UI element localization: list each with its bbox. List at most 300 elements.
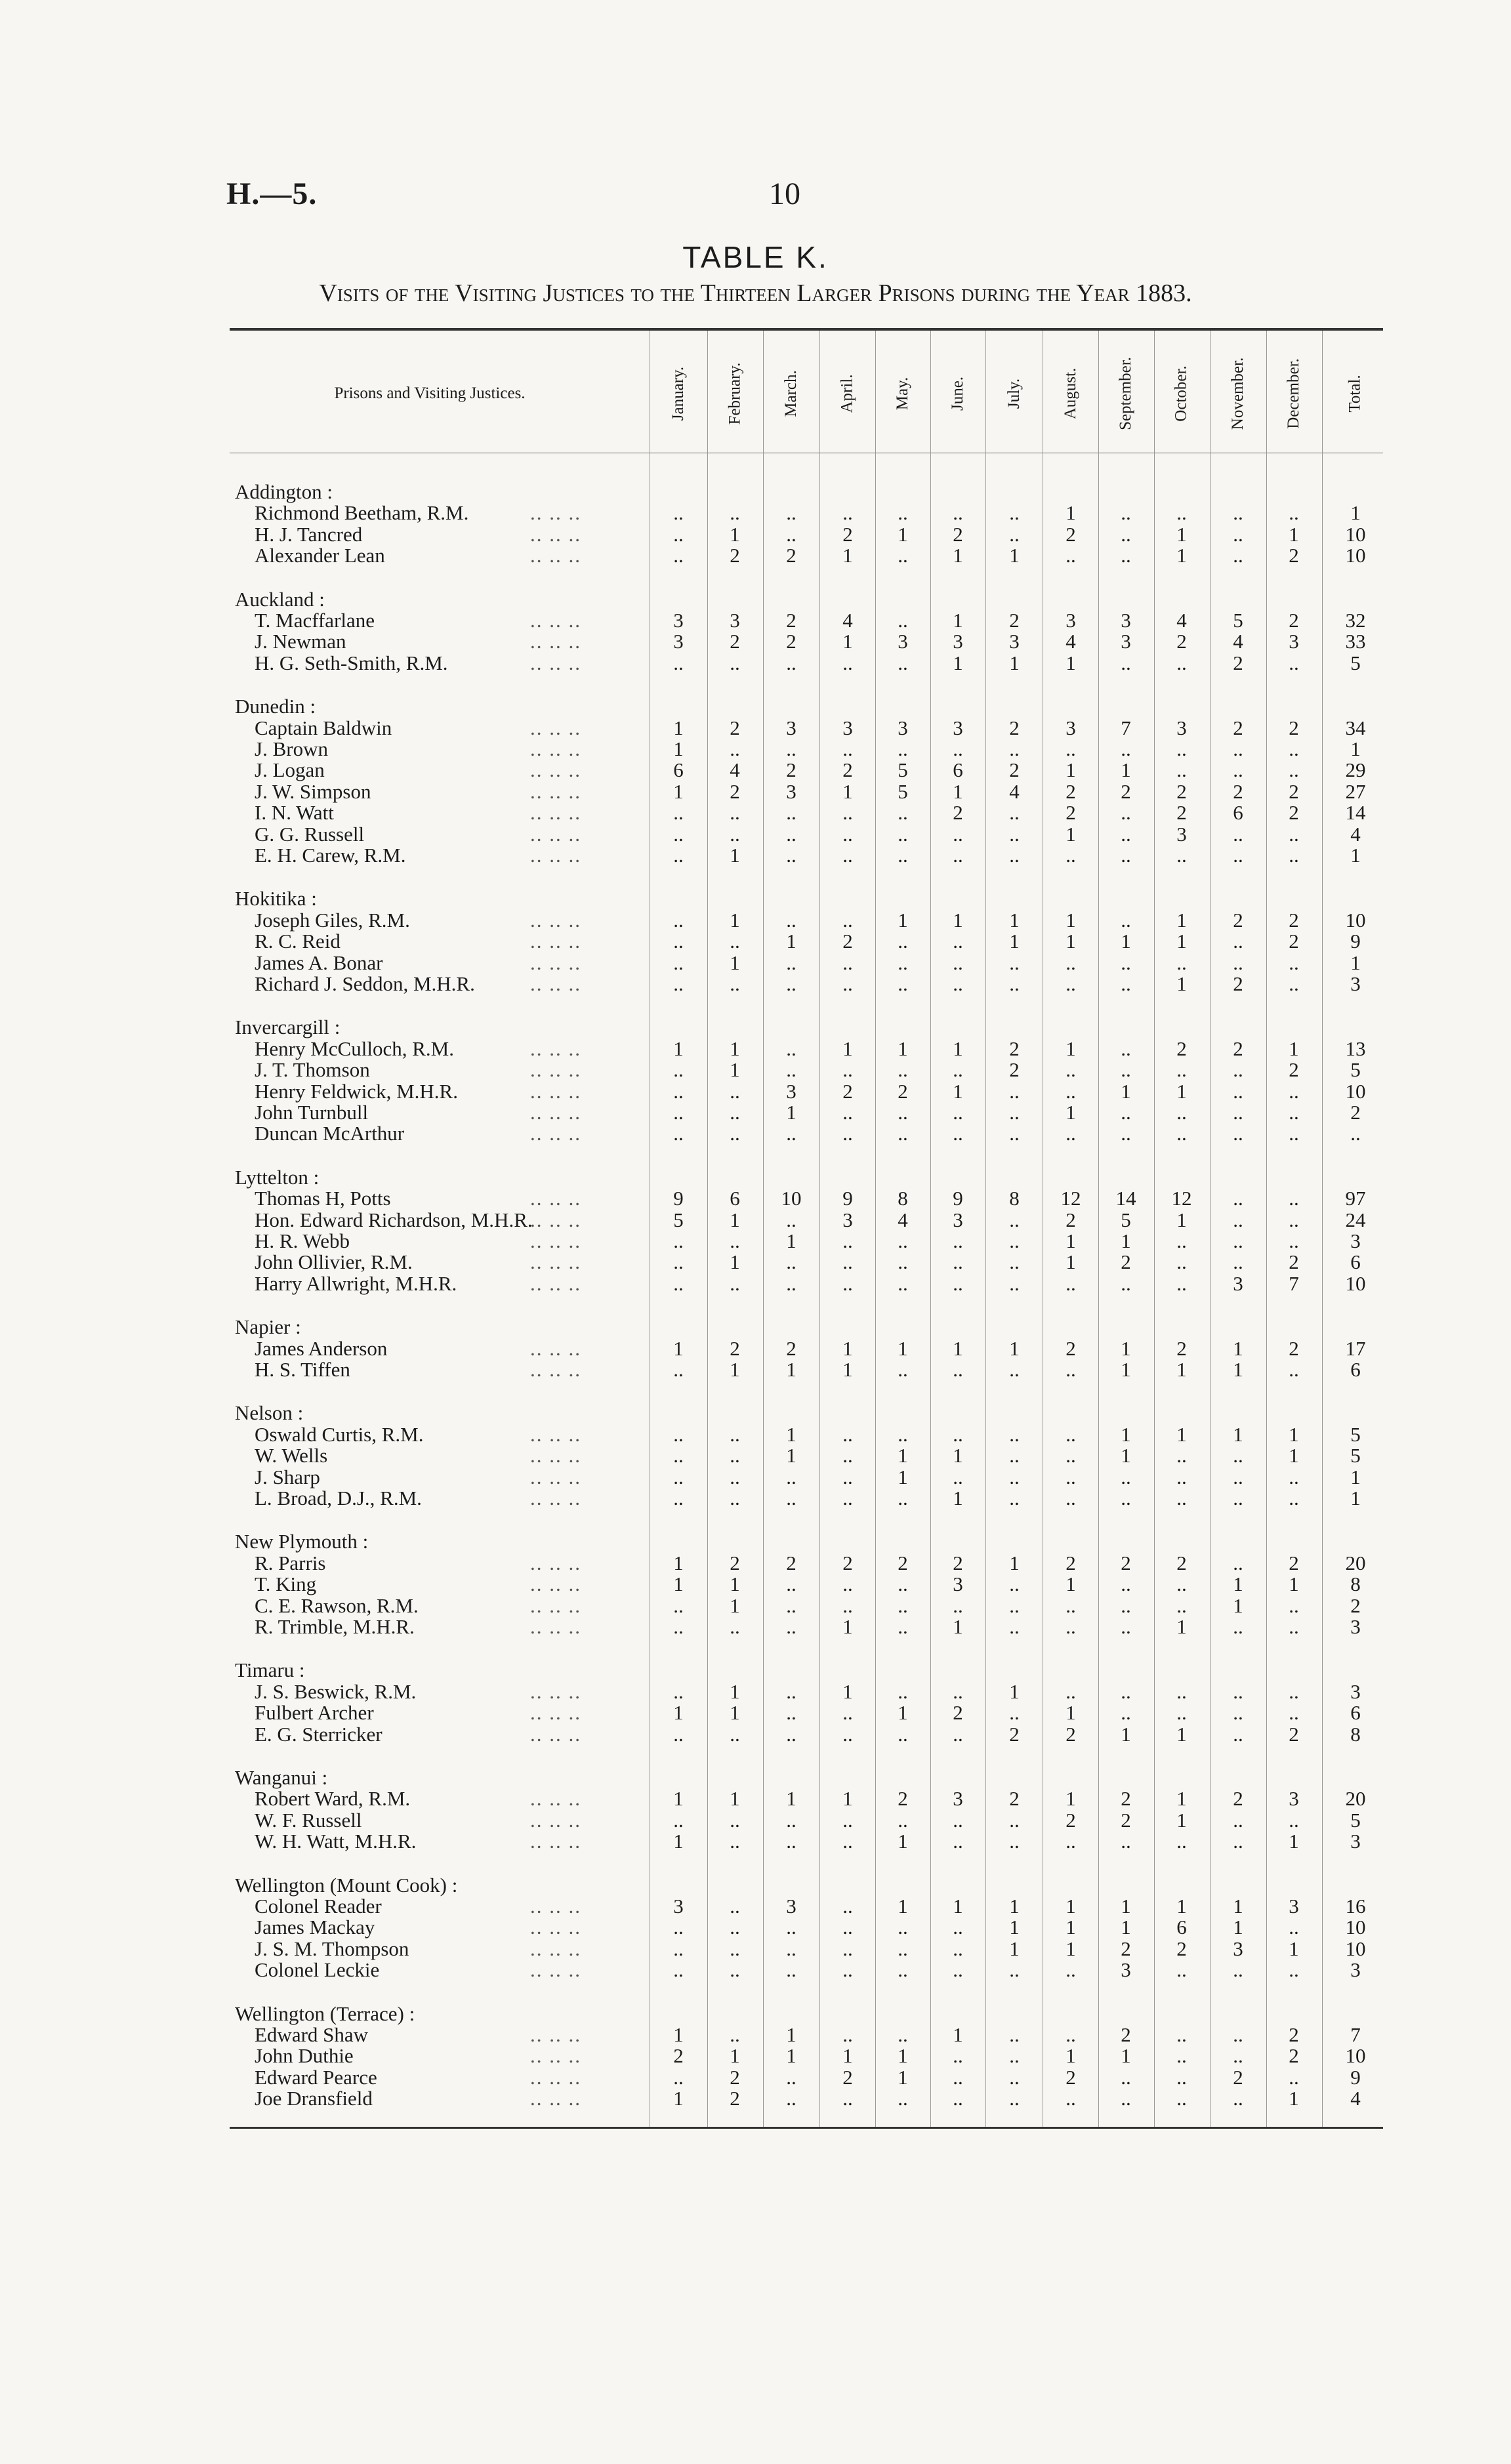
- month-cell: ..: [898, 1808, 908, 1832]
- total-cell: 1: [1350, 737, 1361, 760]
- month-cell: 1: [1066, 2044, 1076, 2068]
- month-cell: ..: [1121, 1830, 1131, 1853]
- month-cell: 1: [842, 630, 853, 653]
- month-cell: 2: [786, 758, 797, 782]
- month-cell: ..: [842, 1916, 853, 1939]
- column-divider: [763, 331, 764, 2127]
- dot-leader: .. .. ..: [530, 716, 581, 739]
- month-cell: ..: [1233, 522, 1243, 546]
- month-cell: ..: [1233, 1250, 1243, 1274]
- month-cell: 2: [1176, 801, 1187, 825]
- month-cell: ..: [898, 1487, 908, 1509]
- dot-leader: .. .. ..: [530, 2065, 581, 2089]
- justice-name: Thomas H, Potts: [255, 1187, 391, 1210]
- month-cell: 1: [673, 1701, 684, 1725]
- month-cell: 2: [1009, 1037, 1020, 1060]
- month-cell: ..: [1121, 2087, 1131, 2110]
- month-cell: ..: [1289, 651, 1299, 674]
- justice-name: R. C. Reid: [255, 930, 341, 953]
- header-label: February.: [726, 362, 743, 425]
- justice-name: J. S. M. Thompson: [255, 1937, 409, 1960]
- total-cell: 7: [1350, 2023, 1361, 2046]
- month-cell: 2: [1009, 1787, 1020, 1811]
- month-cell: ..: [898, 1122, 908, 1145]
- total-cell: 9: [1350, 930, 1361, 953]
- page-number: 10: [769, 176, 800, 211]
- month-cell: ..: [786, 1572, 797, 1596]
- month-cell: ..: [1176, 737, 1187, 760]
- dot-leader: .. .. ..: [530, 2087, 581, 2110]
- month-cell: 2: [1009, 758, 1020, 782]
- month-cell: ..: [1066, 951, 1076, 974]
- month-cell: ..: [1176, 1444, 1187, 1468]
- month-cell: 1: [1009, 1895, 1020, 1918]
- dot-leader: .. .. ..: [530, 1895, 581, 1918]
- month-cell: 2: [1121, 779, 1131, 803]
- month-cell: ..: [1289, 1101, 1299, 1124]
- month-cell: 1: [786, 930, 797, 953]
- month-cell: ..: [1066, 1422, 1076, 1446]
- month-cell: 3: [953, 1787, 963, 1811]
- month-cell: ..: [1009, 972, 1020, 995]
- month-cell: 3: [673, 1895, 684, 1918]
- month-cell: ..: [673, 1722, 684, 1746]
- month-cell: 2: [1289, 930, 1299, 953]
- month-cell: 1: [673, 1037, 684, 1060]
- dot-leader: .. .. ..: [530, 1572, 581, 1596]
- justice-name: Captain Baldwin: [255, 716, 392, 739]
- month-cell: 4: [842, 609, 853, 632]
- month-cell: 1: [1176, 1079, 1187, 1103]
- month-cell: ..: [898, 1101, 908, 1124]
- month-cell: ..: [673, 1079, 684, 1103]
- month-cell: ..: [1176, 1830, 1187, 1853]
- month-cell: ..: [730, 1615, 740, 1638]
- month-cell: 2: [1066, 2065, 1076, 2089]
- month-cell: ..: [1121, 908, 1131, 932]
- month-cell: ..: [1009, 1101, 1020, 1124]
- month-cell: 2: [1289, 908, 1299, 932]
- month-cell: 1: [1066, 908, 1076, 932]
- month-cell: 1: [1289, 1037, 1299, 1060]
- month-cell: 2: [730, 779, 740, 803]
- month-cell: ..: [730, 1916, 740, 1939]
- month-cell: 2: [1066, 801, 1076, 825]
- justice-name: Robert Ward, R.M.: [255, 1787, 411, 1811]
- month-cell: ..: [730, 930, 740, 953]
- justice-name: Fulbert Archer: [255, 1701, 374, 1725]
- month-cell: ..: [673, 1250, 684, 1274]
- total-cell: 20: [1345, 1787, 1366, 1811]
- total-cell: 1: [1350, 1465, 1361, 1489]
- month-cell: ..: [1009, 1229, 1020, 1252]
- month-cell: ..: [673, 930, 684, 953]
- justice-name: E. G. Sterricker: [255, 1722, 383, 1746]
- month-cell: 1: [1233, 1593, 1243, 1617]
- month-cell: ..: [730, 972, 740, 995]
- month-cell: ..: [1009, 1487, 1020, 1509]
- month-cell: 2: [730, 630, 740, 653]
- month-cell: ..: [1233, 822, 1243, 846]
- dot-leader: .. .. ..: [530, 1271, 581, 1295]
- month-cell: ..: [898, 822, 908, 846]
- prison-name: Auckland :: [235, 587, 325, 611]
- month-cell: ..: [1121, 844, 1131, 867]
- month-cell: ..: [1289, 1187, 1299, 1210]
- month-cell: 1: [1009, 1551, 1020, 1574]
- month-cell: ..: [1066, 1830, 1076, 1853]
- month-cell: ..: [1233, 544, 1243, 567]
- month-cell: ..: [673, 1229, 684, 1252]
- total-cell: 14: [1345, 801, 1366, 825]
- month-cell: ..: [730, 501, 740, 525]
- justice-name: Duncan McArthur: [255, 1122, 405, 1145]
- header-march: [765, 341, 818, 446]
- month-cell: ..: [1066, 1058, 1076, 1082]
- month-cell: 3: [1176, 822, 1187, 846]
- month-cell: ..: [842, 1593, 853, 1617]
- month-cell: 2: [1066, 1808, 1076, 1832]
- month-cell: 1: [1066, 1250, 1076, 1274]
- month-cell: 1: [898, 908, 908, 932]
- month-cell: ..: [898, 1679, 908, 1703]
- month-cell: 1: [953, 651, 963, 674]
- header-label: November.: [1229, 357, 1247, 430]
- month-cell: 8: [1009, 1187, 1020, 1210]
- month-cell: ..: [673, 1271, 684, 1295]
- month-cell: ..: [898, 951, 908, 974]
- month-cell: 2: [1066, 1208, 1076, 1231]
- prison-name: Wanganui :: [235, 1766, 328, 1789]
- prison-name: Lyttelton :: [235, 1165, 320, 1189]
- month-cell: 1: [1066, 1787, 1076, 1811]
- month-cell: 1: [842, 2044, 853, 2068]
- month-cell: ..: [786, 501, 797, 525]
- month-cell: 1: [953, 908, 963, 932]
- dot-leader: .. .. ..: [530, 609, 581, 632]
- month-cell: 2: [842, 1551, 853, 1574]
- month-cell: ..: [730, 1937, 740, 1960]
- month-cell: ..: [1233, 930, 1243, 953]
- month-cell: ..: [730, 1122, 740, 1145]
- month-cell: ..: [953, 1122, 963, 1145]
- header-label: Total.: [1346, 375, 1364, 413]
- month-cell: ..: [1289, 737, 1299, 760]
- dot-leader: .. .. ..: [530, 930, 581, 953]
- month-cell: ..: [1009, 501, 1020, 525]
- month-cell: ..: [1066, 2023, 1076, 2046]
- month-cell: ..: [953, 2087, 963, 2110]
- dot-leader: .. .. ..: [530, 1808, 581, 1832]
- month-cell: ..: [1233, 1444, 1243, 1468]
- total-cell: 32: [1345, 609, 1366, 632]
- column-divider: [1210, 331, 1211, 2127]
- month-cell: ..: [673, 1593, 684, 1617]
- month-cell: ..: [842, 1808, 853, 1832]
- header-label: June.: [948, 376, 966, 411]
- dot-leader: .. .. ..: [530, 1937, 581, 1960]
- month-cell: ..: [730, 822, 740, 846]
- justice-name: L. Broad, D.J., R.M.: [255, 1487, 422, 1509]
- month-cell: ..: [786, 1830, 797, 1853]
- month-cell: ..: [1233, 758, 1243, 782]
- month-cell: 2: [842, 758, 853, 782]
- month-cell: ..: [730, 1271, 740, 1295]
- total-cell: 10: [1345, 544, 1366, 567]
- month-cell: 2: [730, 716, 740, 739]
- month-cell: 1: [842, 1358, 853, 1381]
- month-cell: ..: [673, 1358, 684, 1381]
- month-cell: 2: [1233, 972, 1243, 995]
- month-cell: ..: [673, 822, 684, 846]
- dot-leader: .. .. ..: [530, 1250, 581, 1274]
- total-cell: 10: [1345, 1079, 1366, 1103]
- month-cell: ..: [953, 1250, 963, 1274]
- dot-leader: .. .. ..: [530, 951, 581, 974]
- month-cell: 1: [1289, 1422, 1299, 1446]
- justice-name: Harry Allwright, M.H.R.: [255, 1271, 457, 1295]
- month-cell: 2: [1289, 716, 1299, 739]
- total-cell: 1: [1350, 501, 1361, 525]
- month-cell: ..: [1009, 1250, 1020, 1274]
- dot-leader: .. .. ..: [530, 522, 581, 546]
- month-cell: 1: [673, 737, 684, 760]
- month-cell: ..: [1121, 544, 1131, 567]
- month-cell: ..: [1009, 822, 1020, 846]
- month-cell: ..: [1066, 1593, 1076, 1617]
- month-cell: ..: [1233, 1722, 1243, 1746]
- dot-leader: .. .. ..: [530, 1916, 581, 1939]
- month-cell: 1: [1009, 1937, 1020, 1960]
- month-cell: ..: [1066, 1679, 1076, 1703]
- month-cell: 1: [730, 908, 740, 932]
- month-cell: 3: [898, 630, 908, 653]
- justice-name: J. Sharp: [255, 1465, 320, 1489]
- month-cell: 1: [1233, 1572, 1243, 1596]
- month-cell: 3: [898, 716, 908, 739]
- month-cell: ..: [1233, 951, 1243, 974]
- month-cell: ..: [1121, 1037, 1131, 1060]
- total-cell: 1: [1350, 951, 1361, 974]
- month-cell: ..: [898, 1916, 908, 1939]
- month-cell: 1: [1066, 930, 1076, 953]
- month-cell: ..: [673, 522, 684, 546]
- month-cell: 1: [1289, 1937, 1299, 1960]
- month-cell: 6: [953, 758, 963, 782]
- month-cell: ..: [1289, 1916, 1299, 1939]
- dot-leader: .. .. ..: [530, 501, 581, 525]
- month-cell: 2: [1233, 1787, 1243, 1811]
- prison-name: Dunedin :: [235, 695, 316, 718]
- header-february: [709, 341, 761, 446]
- month-cell: 2: [1009, 1722, 1020, 1746]
- total-cell: 6: [1350, 1701, 1361, 1725]
- total-cell: 8: [1350, 1572, 1361, 1596]
- month-cell: ..: [673, 844, 684, 867]
- month-cell: ..: [786, 522, 797, 546]
- month-cell: 1: [1121, 1229, 1131, 1252]
- month-cell: 2: [730, 1336, 740, 1360]
- month-cell: 1: [786, 2044, 797, 2068]
- month-cell: ..: [1289, 1229, 1299, 1252]
- total-cell: 34: [1345, 716, 1366, 739]
- month-cell: ..: [842, 844, 853, 867]
- month-cell: ..: [786, 1037, 797, 1060]
- dot-leader: .. .. ..: [530, 1079, 581, 1103]
- month-cell: 2: [730, 544, 740, 567]
- month-cell: 9: [673, 1187, 684, 1210]
- month-cell: ..: [1121, 2065, 1131, 2089]
- month-cell: 1: [730, 1593, 740, 1617]
- month-cell: 2: [1121, 1551, 1131, 1574]
- month-cell: 2: [1289, 609, 1299, 632]
- month-cell: ..: [1121, 1101, 1131, 1124]
- month-cell: 1: [1009, 1336, 1020, 1360]
- month-cell: ..: [730, 1229, 740, 1252]
- month-cell: 2: [842, 522, 853, 546]
- total-cell: 20: [1345, 1551, 1366, 1574]
- month-cell: ..: [786, 1593, 797, 1617]
- justice-name: I. N. Watt: [255, 801, 334, 825]
- total-cell: 27: [1345, 779, 1366, 803]
- month-cell: ..: [1233, 1229, 1243, 1252]
- month-cell: ..: [1233, 1101, 1243, 1124]
- month-cell: ..: [898, 1572, 908, 1596]
- month-cell: 1: [1289, 1572, 1299, 1596]
- justice-name: John Turnbull: [255, 1101, 369, 1124]
- month-cell: ..: [953, 2065, 963, 2089]
- month-cell: ..: [953, 930, 963, 953]
- month-cell: 1: [1176, 908, 1187, 932]
- justice-name: Hon. Edward Richardson, M.H.R.: [255, 1208, 533, 1231]
- total-cell: 33: [1345, 630, 1366, 653]
- month-cell: ..: [1066, 1079, 1076, 1103]
- header-label: July.: [1005, 378, 1023, 409]
- month-cell: 2: [1009, 1058, 1020, 1082]
- dot-leader: .. .. ..: [530, 779, 581, 803]
- month-cell: 2: [1289, 1722, 1299, 1746]
- month-cell: 2: [786, 1336, 797, 1360]
- month-cell: ..: [1121, 972, 1131, 995]
- justice-name: John Ollivier, R.M.: [255, 1250, 413, 1274]
- month-cell: ..: [1121, 1679, 1131, 1703]
- month-cell: 2: [1289, 801, 1299, 825]
- total-cell: 5: [1350, 1422, 1361, 1446]
- month-cell: ..: [1176, 1122, 1187, 1145]
- month-cell: ..: [673, 1058, 684, 1082]
- month-cell: ..: [1289, 951, 1299, 974]
- month-cell: ..: [898, 1937, 908, 1960]
- month-cell: ..: [953, 1058, 963, 1082]
- month-cell: 2: [1176, 1037, 1187, 1060]
- month-cell: ..: [1009, 1358, 1020, 1381]
- month-cell: 1: [953, 779, 963, 803]
- month-cell: 1: [1233, 1895, 1243, 1918]
- month-cell: ..: [730, 1722, 740, 1746]
- month-cell: ..: [1176, 1101, 1187, 1124]
- column-divider: [985, 331, 986, 2127]
- month-cell: ..: [842, 501, 853, 525]
- month-cell: ..: [1289, 1465, 1299, 1489]
- month-cell: 3: [673, 609, 684, 632]
- month-cell: 1: [1009, 1679, 1020, 1703]
- column-divider: [819, 331, 820, 2127]
- month-cell: ..: [1066, 1444, 1076, 1468]
- month-cell: 1: [1121, 2044, 1131, 2068]
- month-cell: ..: [1009, 1444, 1020, 1468]
- month-cell: 1: [953, 1615, 963, 1638]
- month-cell: ..: [1121, 1593, 1131, 1617]
- month-cell: 1: [1121, 758, 1131, 782]
- month-cell: ..: [842, 1701, 853, 1725]
- justice-name: Richmond Beetham, R.M.: [255, 501, 469, 525]
- month-cell: ..: [1121, 951, 1131, 974]
- month-cell: 2: [1176, 1551, 1187, 1574]
- month-cell: 3: [786, 716, 797, 739]
- month-cell: ..: [1289, 1208, 1299, 1231]
- month-cell: ..: [1233, 1058, 1243, 1082]
- dot-leader: .. .. ..: [530, 1593, 581, 1617]
- month-cell: 1: [1066, 758, 1076, 782]
- month-cell: 3: [1289, 630, 1299, 653]
- month-cell: ..: [1121, 801, 1131, 825]
- month-cell: ..: [786, 1487, 797, 1509]
- month-cell: 5: [898, 758, 908, 782]
- month-cell: 2: [953, 522, 963, 546]
- month-cell: 1: [730, 2044, 740, 2068]
- month-cell: ..: [898, 1593, 908, 1617]
- total-cell: 4: [1350, 822, 1361, 846]
- month-cell: 1: [786, 1229, 797, 1252]
- total-cell: 2: [1350, 1593, 1361, 1617]
- month-cell: 3: [842, 1208, 853, 1231]
- month-cell: 2: [1289, 2023, 1299, 2046]
- month-cell: ..: [842, 1722, 853, 1746]
- month-cell: ..: [1233, 2023, 1243, 2046]
- month-cell: 1: [953, 1895, 963, 1918]
- total-cell: 24: [1345, 1208, 1366, 1231]
- month-cell: 1: [1289, 522, 1299, 546]
- header-label: April.: [838, 374, 856, 413]
- header-november: [1212, 341, 1264, 446]
- justice-name: W. F. Russell: [255, 1808, 362, 1832]
- month-cell: 2: [730, 2087, 740, 2110]
- month-cell: 3: [786, 779, 797, 803]
- month-cell: 5: [1233, 609, 1243, 632]
- month-cell: 3: [1066, 716, 1076, 739]
- month-cell: 2: [1009, 609, 1020, 632]
- month-cell: 2: [730, 1551, 740, 1574]
- month-cell: ..: [842, 1465, 853, 1489]
- month-cell: ..: [898, 930, 908, 953]
- month-cell: 2: [786, 630, 797, 653]
- month-cell: ..: [1289, 822, 1299, 846]
- month-cell: 3: [673, 630, 684, 653]
- month-cell: ..: [786, 1722, 797, 1746]
- month-cell: 4: [1066, 630, 1076, 653]
- month-cell: 1: [898, 1444, 908, 1468]
- month-cell: ..: [1009, 1830, 1020, 1853]
- column-divider: [1154, 331, 1155, 2127]
- month-cell: ..: [1176, 1271, 1187, 1295]
- prison-name: Napier :: [235, 1315, 301, 1339]
- dot-leader: .. .. ..: [530, 1551, 581, 1574]
- month-cell: ..: [1176, 1250, 1187, 1274]
- month-cell: ..: [1233, 1958, 1243, 1982]
- month-cell: 1: [1176, 1208, 1187, 1231]
- month-cell: ..: [1233, 1679, 1243, 1703]
- month-cell: 1: [898, 1895, 908, 1918]
